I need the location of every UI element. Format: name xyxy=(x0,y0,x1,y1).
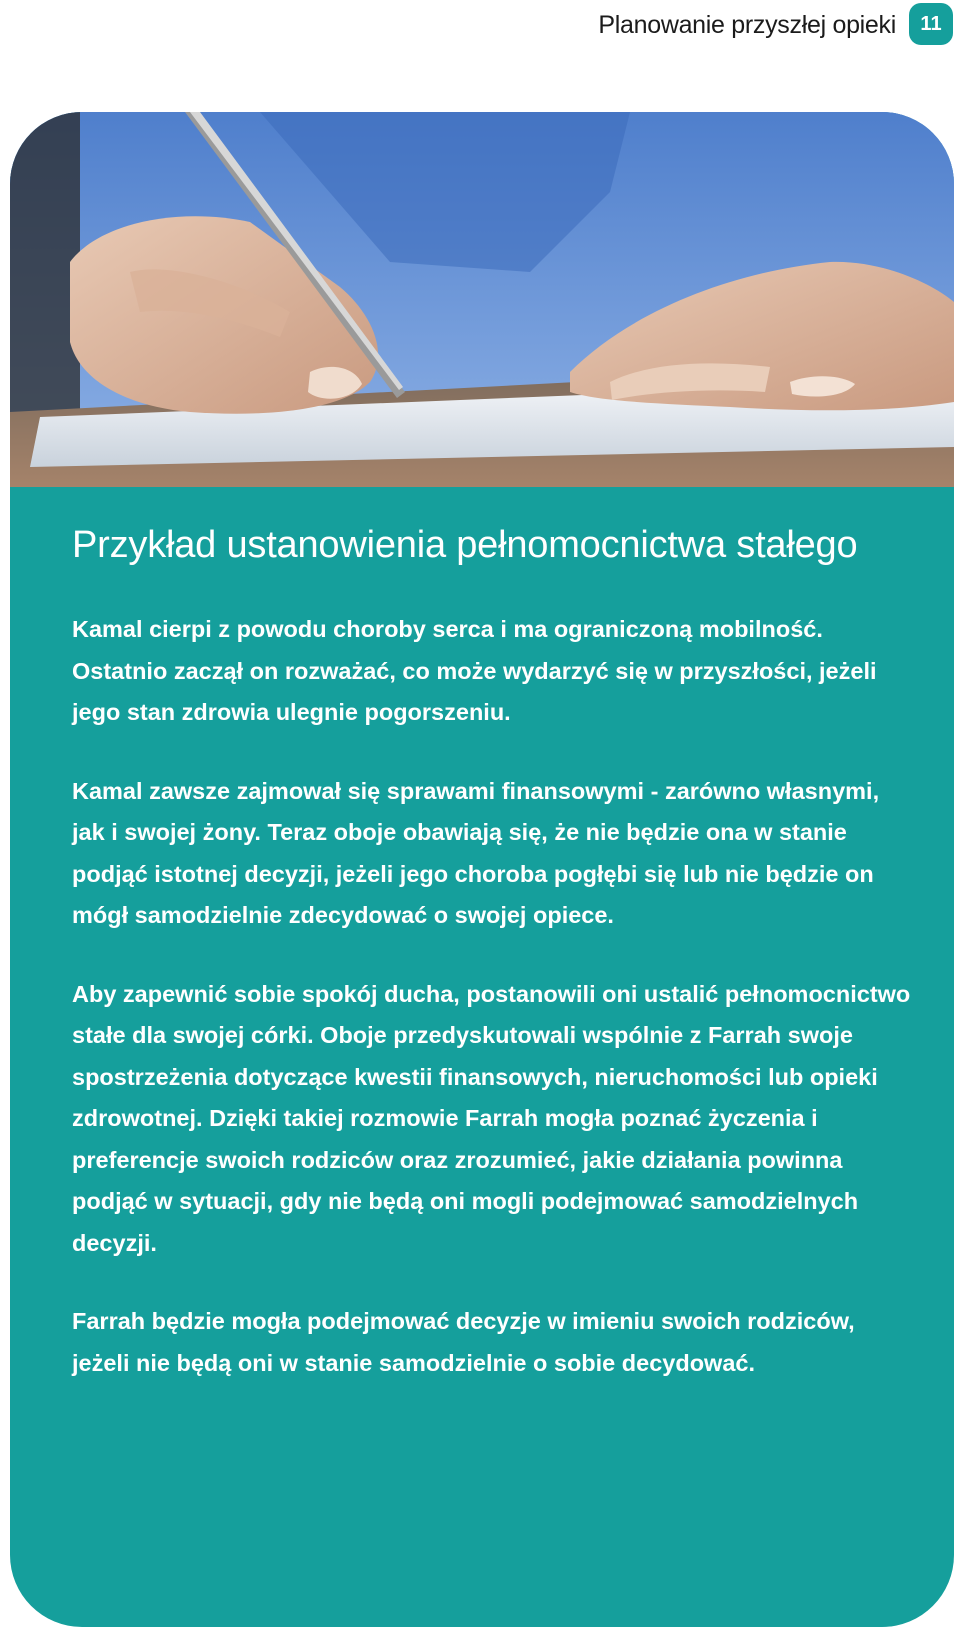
article-heading: Przykład ustanowienia pełnomocnictwa stałego xyxy=(72,524,858,566)
article-paragraph: Aby zapewnić sobie spokój ducha, postanowili oni ustalić pełnomocnictwo stałe dla swojej córki. Oboje przedyskutowali wspólnie z Farrah swoje spostrzeżenia dotyczące kwestii finansowych, nieruchomości lub opieki zdrowotnej. Dzięki takiej rozmowie Farrah mogła poznać życzenia i preferencje swoich rodziców oraz zrozumieć, jakie działania powinna podjąć w sytuacji, gdy nie będą oni mogli podejmować samodzielnych decyzji. xyxy=(72,980,911,1256)
hands-writing-illustration xyxy=(10,112,954,487)
hands-writing-photo xyxy=(10,112,954,487)
article-paragraph: Kamal cierpi z powodu choroby serca i ma ograniczoną mobilność. Ostatnio zaczął on rozważać, co może wydarzyć się w przyszłości, jeżeli jego stan zdrowia ulegnie pogorszeniu. xyxy=(72,616,877,725)
article-content xyxy=(72,522,912,1421)
page-header xyxy=(0,0,960,60)
article-paragraph: Kamal zawsze zajmował się sprawami finansowymi - zarówno własnymi, jak i swojej żony. Teraz oboje obawiają się, że nie będzie ona w stanie podjąć istotnej decyzji, jeżeli jego choroba pogłębi się lub nie będzie on mógł samodzielnie zdecydować o swojej opiece. xyxy=(72,777,880,928)
content-card xyxy=(10,112,954,1627)
page-number-badge: 11 xyxy=(909,3,953,45)
article-paragraph: Farrah będzie mogła podejmować decyzje w imieniu swoich rodziców, jeżeli nie będą oni w stanie samodzielnie o sobie decydować. xyxy=(72,1308,855,1376)
section-title: Planowanie przyszłej opieki xyxy=(598,11,896,39)
